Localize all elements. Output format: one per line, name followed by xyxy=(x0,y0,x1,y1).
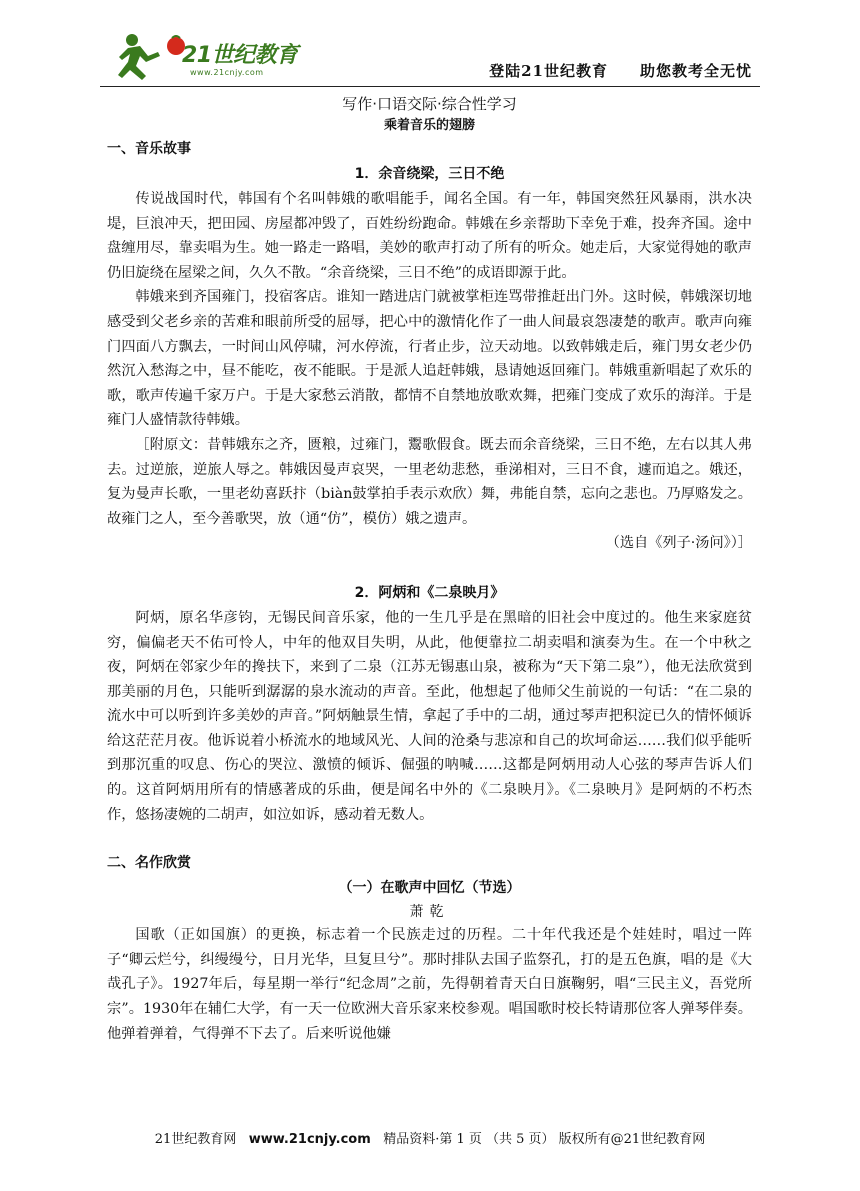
story-1-paragraph-1: 传说战国时代，韩国有个名叫韩娥的歌唱能手，闻名全国。有一年，韩国突然狂风暴雨，洪水决堤，巨浪冲天，把田园、房屋都冲毁了，百姓纷纷跑命。韩娥在乡亲帮助下幸免于难，投奔齐国。途中盘缠用尽，靠卖唱为生。她一路走一路唱，美妙的歌声打动了所有的听众。她走后，大家觉得她的歌声仍旧旋绕在屋梁之间，久久不散。“余音绕梁，三日不绝”的成语即源于此。 xyxy=(107,191,752,281)
logo-url: www.21cnjy.com xyxy=(190,68,264,77)
work-title-1: （一）在歌声中回忆（节选） xyxy=(338,880,521,897)
work-1-paragraph-1: 国歌（正如国旗）的更换，标志着一个民族走过的历程。二十年代我还是个娃娃时，唱过一阵子“卿云烂兮，纠缦缦兮，日月光华，旦复旦兮”。那时排队去国子监祭孔，打的是五色旗，唱的是《大哉孔子》。1927年后，每星期一举行“纪念周”之前，先得朝着青天白日旗鞠躬，唱“三民主义，吾党所宗”。1930年在辅仁大学，有一天一位欧洲大音乐家来校参观。唱国歌时校长特请那位客人弹琴伴奏。他弹着弹着，气得弹不下去了。后来听说他嫌 xyxy=(107,927,752,1042)
story-title-1: 1．余音绕梁，三日不绝 xyxy=(354,166,505,182)
page-footer xyxy=(0,1128,860,1147)
footer-info: 精品资料·第 1 页 （共 5 页） 版权所有@21世纪教育网 xyxy=(383,1132,706,1147)
footer-url[interactable]: www.21cnjy.com xyxy=(248,1132,371,1147)
site-logo[interactable] xyxy=(110,28,340,84)
page-title: 写作·口语交际·综合性学习 xyxy=(342,95,517,113)
story-title-2: 2．阿炳和《二泉映月》 xyxy=(354,584,505,601)
logo-text: 21世纪教育 xyxy=(182,43,298,68)
footer-site: 21世纪教育网 xyxy=(154,1132,237,1147)
story-2-paragraph-1: 阿炳，原名华彦钧，无锡民间音乐家，他的一生几乎是在黑暗的旧社会中度过的。他生来家庭贫穷，偏偏老天不佑可怜人，中年的他双目失明，从此，他便靠拉二胡卖唱和演奏为生。在一个中秋之夜，阿炳在邻家少年的搀扶下，来到了二泉（江苏无锡惠山泉，被称为“天下第二泉”），他无法欣赏到那美丽的月色，只能听到潺潺的泉水流动的声音。至此，他想起了他师父生前说的一句话：“在二泉的流水中可以听到许多美妙的声音。”阿炳触景生情，拿起了手中的二胡，通过琴声把积淀已久的情怀倾诉给这茫茫月夜。他诉说着小桥流水的地域风光、人间的沧桑与悲凉和自己的坎坷命运……我们似乎能听到那沉重的叹息、伤心的哭泣、激愤的倾诉、倔强的呐喊……这都是阿炳用动人心弦的琴声告诉人们的。这首阿炳用所有的情感著成的乐曲，便是闻名中外的《二泉映月》。《二泉映月》是阿炳的不朽杰作，悠扬凄婉的二胡声，如泣如诉，感动着无数人。 xyxy=(107,609,752,823)
runner-logo-icon xyxy=(110,30,190,82)
story-1-original-text: ［附原文：昔韩娥东之齐，匮粮，过雍门，鬻歌假食。既去而余音绕梁，三日不绝，左右以其人弗去。过逆旅，逆旅人辱之。韩娥因曼声哀哭，一里老幼悲愁，垂涕相对，三日不食，遽而追之。娥还，复为曼声长歌，一里老幼喜跃抃（biàn鼓掌拍手表示欢欣）舞，弗能自禁，忘向之悲也。乃厚赂发之。故雍门之人，至今善歌哭，放（通“仿”，模仿）娥之遗声。 xyxy=(107,436,752,527)
story-1-attribution: （选自《列子·汤问》）］ xyxy=(605,535,752,552)
document-body xyxy=(107,93,752,1046)
section-heading-masterpieces: 二、名作欣赏 xyxy=(107,855,191,872)
work-author: 萧乾 xyxy=(409,904,450,921)
page-subtitle: 乘着音乐的翅膀 xyxy=(383,118,475,133)
page-header xyxy=(100,28,760,87)
header-slogan: 登陆21世纪教育 助您教考全无忧 xyxy=(489,62,752,80)
section-heading-music-stories: 一、音乐故事 xyxy=(107,141,191,157)
story-1-paragraph-2: 韩娥来到齐国雍门，投宿客店。谁知一踏进店门就被掌柜连骂带推赶出门外。这时候，韩娥深切地感受到父老乡亲的苦难和眼前所受的屈辱，把心中的激情化作了一曲人间最哀怨凄楚的歌声。歌声向雍门四面八方飘去，一时间山风停啸，河水停流，行者止步，泣天动地。以致韩娥走后，雍门男女老少仍然沉入愁海之中，昼不能吃，夜不能眠。于是派人追赶韩娥，恳请她返回雍门。韩娥重新唱起了欢乐的歌，歌声传遍千家万户。于是大家愁云消散，都情不自禁地放歌欢舞，把雍门变成了欢乐的海洋。于是雍门人盛情款待韩娥。 xyxy=(107,289,752,429)
